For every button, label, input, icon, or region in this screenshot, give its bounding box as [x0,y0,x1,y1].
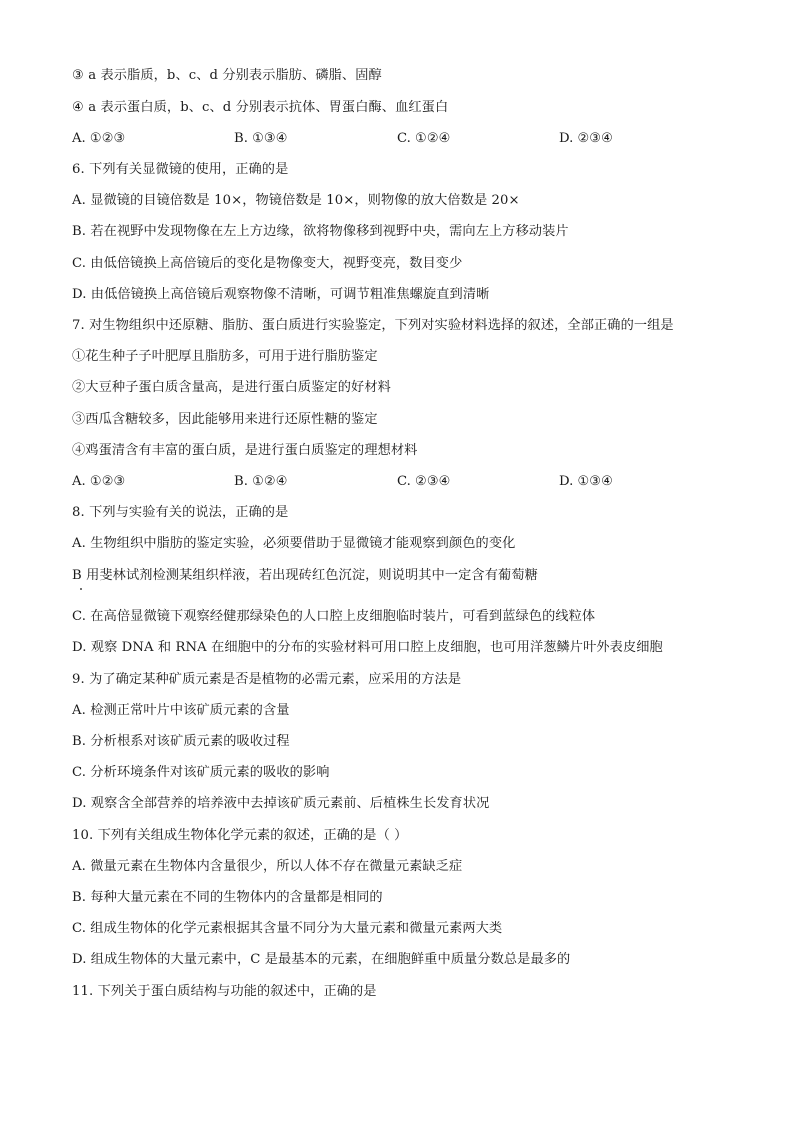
q10-option-b: B. 每种大量元素在不同的生物体内的含量都是相同的 [72,890,383,905]
q8-option-d: D. 观察 DNA 和 RNA 在细胞中的分布的实验材料可用口腔上皮细胞，也可用洋葱鳞片叶外表皮细胞 [72,640,663,655]
q7-option-a: A. ①②③ [72,474,126,489]
q7-item-2: ②大豆种子蛋白质含量高，是进行蛋白质鉴定的好材料 [72,380,391,395]
q6-option-a: A. 显微镜的目镜倍数是 10×，物镜倍数是 10×，则物像的放大倍数是 20× [72,193,520,208]
q5-option-c: C. ①②④ [397,131,451,146]
q11-stem: 11. 下列关于蛋白质结构与功能的叙述中，正确的是 [72,984,377,999]
q6-stem: 6. 下列有关显微镜的使用，正确的是 [72,162,289,177]
q5-options [72,130,732,148]
q5-option-d: D. ②③④ [559,131,613,146]
q10-option-d: D. 组成生物体的大量元素中，C 是最基本的元素，在细胞鲜重中质量分数总是最多的 [72,952,571,967]
q9-option-a: A. 检测正常叶片中该矿质元素的含量 [72,703,290,718]
q9-stem: 9. 为了确定某种矿质元素是否是植物的必需元素，应采用的方法是 [72,672,462,687]
q5-option-b: B. ①③④ [234,131,288,146]
q7-option-b: B. ①②④ [234,474,288,489]
q10-stem: 10. 下列有关组成生物体化学元素的叙述，正确的是（ ） [72,828,408,843]
q5-item-3: ③ a 表示脂质，b、c、d 分别表示脂肪、磷脂、固醇 [72,68,382,83]
stray-dot-mark [80,588,82,590]
q9-option-c: C. 分析环境条件对该矿质元素的吸收的影响 [72,765,330,780]
q5-item-4: ④ a 表示蛋白质，b、c、d 分别表示抗体、胃蛋白酶、血红蛋白 [72,100,449,115]
q7-stem: 7. 对生物组织中还原糖、脂肪、蛋白质进行实验鉴定，下列对实验材料选择的叙述，全部正确的一组是 [72,318,674,333]
q10-option-a: A. 微量元素在生物体内含量很少，所以人体不存在微量元素缺乏症 [72,859,463,874]
q6-option-b: B. 若在视野中发现物像在左上方边缘，欲将物像移到视野中央，需向左上方移动装片 [72,224,569,239]
q8-stem: 8. 下列与实验有关的说法，正确的是 [72,505,289,520]
q8-option-b: B 用斐林试剂检测某组织样液，若出现砖红色沉淀，则说明其中一定含有葡萄糖 [72,568,538,583]
q6-option-d: D. 由低倍镜换上高倍镜后观察物像不清晰，可调节粗准焦螺旋直到清晰 [72,287,490,302]
q9-option-d: D. 观察含全部营养的培养液中去掉该矿质元素前、后植株生长发育状况 [72,796,490,811]
q7-option-c: C. ②③④ [397,474,451,489]
q7-options [72,473,732,491]
q5-option-a: A. ①②③ [72,131,126,146]
q6-option-c: C. 由低倍镜换上高倍镜后的变化是物像变大，视野变亮，数目变少 [72,256,463,271]
q9-option-b: B. 分析根系对该矿质元素的吸收过程 [72,734,290,749]
q7-item-4: ④鸡蛋清含有丰富的蛋白质，是进行蛋白质鉴定的理想材料 [72,443,418,458]
q7-item-1: ①花生种子子叶肥厚且脂肪多，可用于进行脂肪鉴定 [72,349,378,364]
q10-option-c: C. 组成生物体的化学元素根据其含量不同分为大量元素和微量元素两大类 [72,921,503,936]
q7-option-d: D. ①③④ [559,474,613,489]
q8-option-a: A. 生物组织中脂肪的鉴定实验，必须要借助于显微镜才能观察到颜色的变化 [72,536,516,551]
q8-option-c: C. 在高倍显微镜下观察经健那绿染色的人口腔上皮细胞临时装片，可看到蓝绿色的线粒体 [72,609,596,624]
q7-item-3: ③西瓜含糖较多，因此能够用来进行还原性糖的鉴定 [72,412,378,427]
